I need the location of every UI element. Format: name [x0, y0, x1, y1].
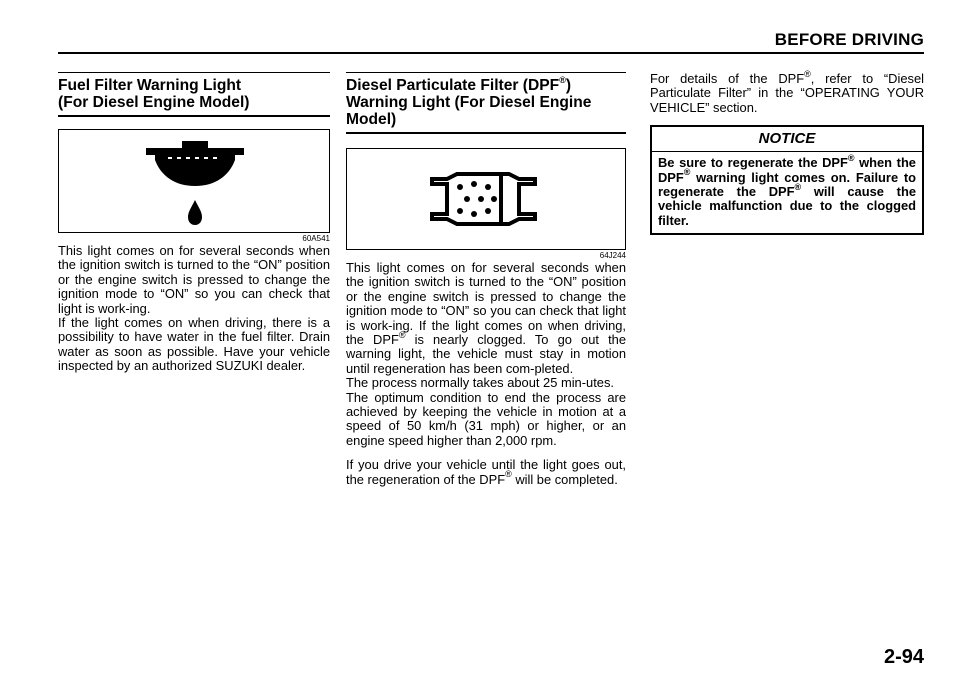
notice-registered-mark-1: ® — [847, 152, 855, 163]
header-title: BEFORE DRIVING — [774, 30, 924, 49]
dpf-paragraph-1 — [346, 261, 626, 376]
dpf-figure-code: 64J244 — [599, 251, 626, 260]
dpf-intro-paragraph — [650, 68, 924, 115]
dpf-title-line3: Model) — [346, 111, 397, 128]
dpf-title-close: ) — [565, 77, 572, 94]
dpf-paragraph-1-registered-mark: ® — [398, 329, 406, 340]
fuel-filter-section — [58, 72, 330, 374]
fuel-filter-paragraph-1: This light comes on for several seconds when the ignition switch is turned to the “ON” position or the engine switch is pressed to change the ignition mode to “ON” so you can check that light is work-ing. — [58, 243, 330, 316]
dpf-intro — [650, 68, 924, 115]
dpf-intro-registered-mark: ® — [804, 68, 811, 79]
notice-title: NOTICE — [652, 127, 922, 152]
dpf-warning-icon — [347, 149, 627, 249]
dpf-title-line1 — [346, 74, 626, 94]
dpf-title — [346, 72, 626, 134]
fuel-filter-figure — [58, 129, 330, 233]
notice-text-c: warning light comes on. Failure to regenerate the DPF — [658, 169, 916, 200]
page-number: 2-94 — [883, 646, 924, 668]
dpf-paragraph-2: The process normally takes about 25 min-utes. — [346, 375, 614, 391]
header-rule — [58, 52, 924, 54]
notice-box — [650, 125, 924, 235]
dpf-section — [346, 72, 626, 487]
notice-text-a: Be sure to regenerate the DPF — [658, 155, 848, 171]
dpf-paragraph-4 — [346, 458, 626, 487]
dpf-paragraph-1-text-b: is nearly clogged. To go out the warning light, the vehicle must stay in motion until regeneration has been com-pleted. — [346, 332, 626, 376]
notice-text — [652, 152, 922, 233]
notice-text-d: will cause the vehicle malfunction due to the clogged filter. — [658, 184, 916, 228]
notice-registered-mark-3: ® — [794, 181, 802, 192]
dpf-title-line2: Warning Light (For Diesel Engine — [346, 94, 592, 111]
fuel-filter-title-line1: Fuel Filter Warning Light — [58, 77, 242, 94]
dpf-body — [346, 261, 626, 487]
dpf-intro-text-a: For details of the DPF — [650, 71, 805, 86]
dpf-paragraph-4-text-a: If you drive your vehicle until the light goes out, the regeneration of the DPF — [346, 457, 626, 487]
dpf-paragraph-4-text-b: will be completed. — [511, 471, 618, 487]
dpf-title-registered-mark: ® — [559, 74, 566, 85]
dpf-figure — [346, 148, 626, 250]
dpf-details-section — [650, 68, 924, 235]
fuel-filter-title — [58, 72, 330, 117]
dpf-intro-text-b: , refer to “Diesel Particulate Filter” in the “OPERATING YOUR VEHICLE” section. — [650, 71, 924, 115]
dpf-paragraph-1-text-a: This light comes on for several seconds when the ignition switch is turned to the “ON” position or the engine switch is pressed to change the ignition mode to “ON” so you can check that light is work-ing. If the light comes on when driving, the DPF — [346, 260, 626, 348]
fuel-filter-body — [58, 244, 330, 374]
dpf-title-text: Diesel Particulate Filter (DPF — [346, 77, 560, 94]
notice-text-b: when the DPF — [658, 155, 916, 185]
dpf-paragraph-4-registered-mark: ® — [505, 469, 512, 480]
dpf-paragraph-3: The optimum condition to end the process are achieved by keeping the vehicle in motion at a speed of 50 km/h (31 mph) or higher, or an engine speed higher than 2,000 rpm. — [346, 389, 626, 448]
fuel-filter-title-line2: (For Diesel Engine Model) — [58, 94, 250, 111]
fuel-filter-paragraph-2: If the light comes on when driving, there is a possibility to have water in the fuel filter. Drain water as soon as possible. Have your vehicle inspected by an authorized SUZUKI dealer. — [58, 315, 330, 374]
fuel-filter-figure-code: 60A541 — [302, 234, 330, 243]
fuel-filter-warning-icon — [59, 130, 331, 232]
notice-registered-mark-2: ® — [683, 167, 691, 178]
